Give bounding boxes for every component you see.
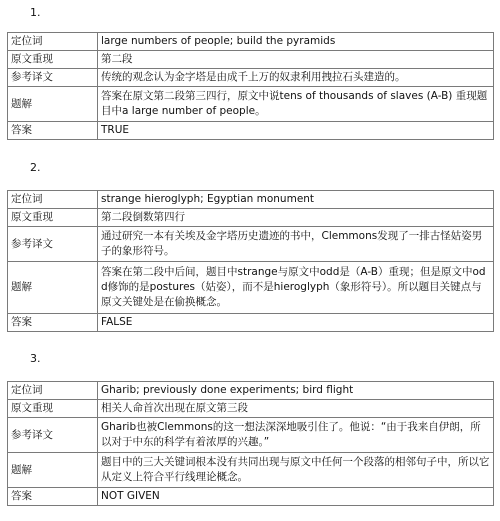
label-answer: 答案 [8, 488, 98, 506]
row-answer [8, 314, 494, 332]
value-locate: Gharib; previously done experiments; bird flight [98, 382, 494, 400]
row-translation [8, 69, 494, 87]
row-translation [8, 418, 494, 453]
value-source: 相关人命首次出现在原文第三段 [98, 400, 494, 418]
value-answer: NOT GIVEN [98, 488, 494, 506]
label-locate: 定位词 [8, 382, 98, 400]
label-source: 原文重现 [8, 51, 98, 69]
value-explanation: 答案在原文第二段第三四行，原文中说tens of thousands of slaves (A-B) 重现题目中a large number of people。 [98, 87, 494, 122]
label-explanation: 题解 [8, 87, 98, 122]
question-table-2 [7, 190, 494, 332]
value-translation: 传统的观念认为金字塔是由成千上万的奴隶利用拽拉石头建造的。 [98, 69, 494, 87]
question-number: 2. [30, 161, 41, 174]
row-source [8, 51, 494, 69]
label-translation: 参考译文 [8, 227, 98, 262]
value-source: 第二段倒数第四行 [98, 209, 494, 227]
label-explanation: 题解 [8, 262, 98, 314]
value-answer: FALSE [98, 314, 494, 332]
row-explanation [8, 453, 494, 488]
value-translation: 通过研究一本有关埃及金字塔历史遗迹的书中，Clemmons发现了一排古怪姑姿男子的象形符号。 [98, 227, 494, 262]
value-explanation: 题目中的三大关键词根本没有共同出现与原文中任何一个段落的相邻句子中，所以它从定义上符合平行线理论概念。 [98, 453, 494, 488]
row-source [8, 209, 494, 227]
value-source: 第二段 [98, 51, 494, 69]
label-translation: 参考译文 [8, 418, 98, 453]
question-number: 1. [30, 6, 41, 19]
question-table-1 [7, 32, 494, 140]
row-locate [8, 382, 494, 400]
question-table-3 [7, 381, 494, 506]
value-locate: strange hieroglyph; Egyptian monument [98, 191, 494, 209]
row-locate [8, 191, 494, 209]
label-locate: 定位词 [8, 33, 98, 51]
row-explanation [8, 87, 494, 122]
value-locate: large numbers of people; build the pyramids [98, 33, 494, 51]
row-explanation [8, 262, 494, 314]
row-answer [8, 122, 494, 140]
label-answer: 答案 [8, 122, 98, 140]
row-locate [8, 33, 494, 51]
label-source: 原文重现 [8, 209, 98, 227]
question-number: 3. [30, 352, 41, 365]
label-source: 原文重现 [8, 400, 98, 418]
row-source [8, 400, 494, 418]
label-answer: 答案 [8, 314, 98, 332]
value-answer: TRUE [98, 122, 494, 140]
row-answer [8, 488, 494, 506]
row-translation [8, 227, 494, 262]
value-explanation: 答案在第二段中后间，题目中strange与原文中odd是（A-B）重现；但是原文中odd修饰的是postures（姑姿），而不是hieroglyph（象形符号）。所以题目关键点与原文关键处是在偷换概念。 [98, 262, 494, 314]
value-translation: Gharib也被Clemmons的这一想法深深地吸引住了。他说：“由于我来自伊朗，所以对于中东的科学有着浓厚的兴趣。” [98, 418, 494, 453]
label-locate: 定位词 [8, 191, 98, 209]
label-translation: 参考译文 [8, 69, 98, 87]
label-explanation: 题解 [8, 453, 98, 488]
